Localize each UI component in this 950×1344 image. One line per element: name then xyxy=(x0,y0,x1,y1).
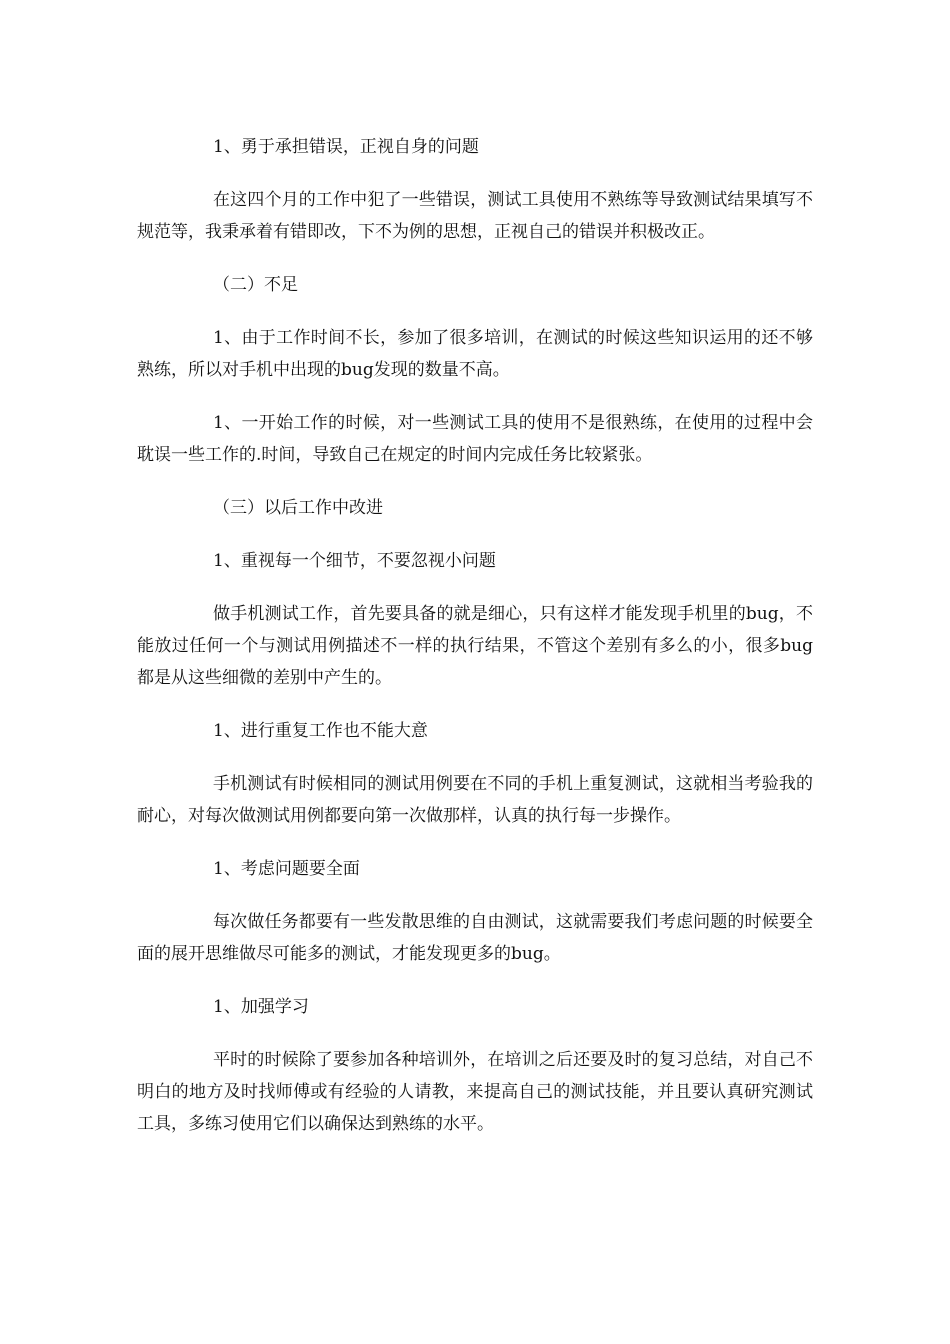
subheading-learning: 1、加强学习 xyxy=(213,997,309,1017)
document-body xyxy=(137,131,813,1161)
paragraph-thoroughness: 每次做任务都要有一些发散思维的自由测试，这就需要我们考虑问题的时候要全面的展开思维做尽可能多的测试，才能发现更多的bug。 xyxy=(137,912,813,964)
paragraph-admit-errors: 在这四个月的工作中犯了一些错误，测试工具使用不熟练等导致测试结果填写不规范等，我秉承着有错即改，下不为例的思想，正视自己的错误并积极改正。 xyxy=(137,190,813,242)
subheading-repetition: 1、进行重复工作也不能大意 xyxy=(213,721,428,741)
section-heading-admit-errors: 1、勇于承担错误，正视自身的问题 xyxy=(213,137,479,157)
section-heading-improvements: （三）以后工作中改进 xyxy=(213,498,383,518)
subheading-details: 1、重视每一个细节，不要忽视小问题 xyxy=(213,551,496,571)
paragraph-repetition: 手机测试有时候相同的测试用例要在不同的手机上重复测试，这就相当考验我的耐心，对每次做测试用例都要向第一次做那样，认真的执行每一步操作。 xyxy=(137,774,813,826)
section-heading-shortcomings: （二）不足 xyxy=(213,275,298,295)
paragraph-learning: 平时的时候除了要参加各种培训外，在培训之后还要及时的复习总结，对自己不明白的地方及时找师傅或有经验的人请教，来提高自己的测试技能，并且要认真研究测试工具，多练习使用它们以确保达到熟练的水平。 xyxy=(137,1050,813,1134)
subheading-thoroughness: 1、考虑问题要全面 xyxy=(213,859,360,879)
paragraph-shortcoming-tools: 1、一开始工作的时候，对一些测试工具的使用不是很熟练，在使用的过程中会耽误一些工作的.时间，导致自己在规定的时间内完成任务比较紧张。 xyxy=(137,413,813,465)
paragraph-details: 做手机测试工作，首先要具备的就是细心，只有这样才能发现手机里的bug，不能放过任何一个与测试用例描述不一样的执行结果，不管这个差别有多么的小，很多bug都是从这些细微的差别中产生的。 xyxy=(137,604,813,688)
paragraph-shortcoming-training: 1、由于工作时间不长，参加了很多培训，在测试的时候这些知识运用的还不够熟练，所以对手机中出现的bug发现的数量不高。 xyxy=(137,328,813,380)
